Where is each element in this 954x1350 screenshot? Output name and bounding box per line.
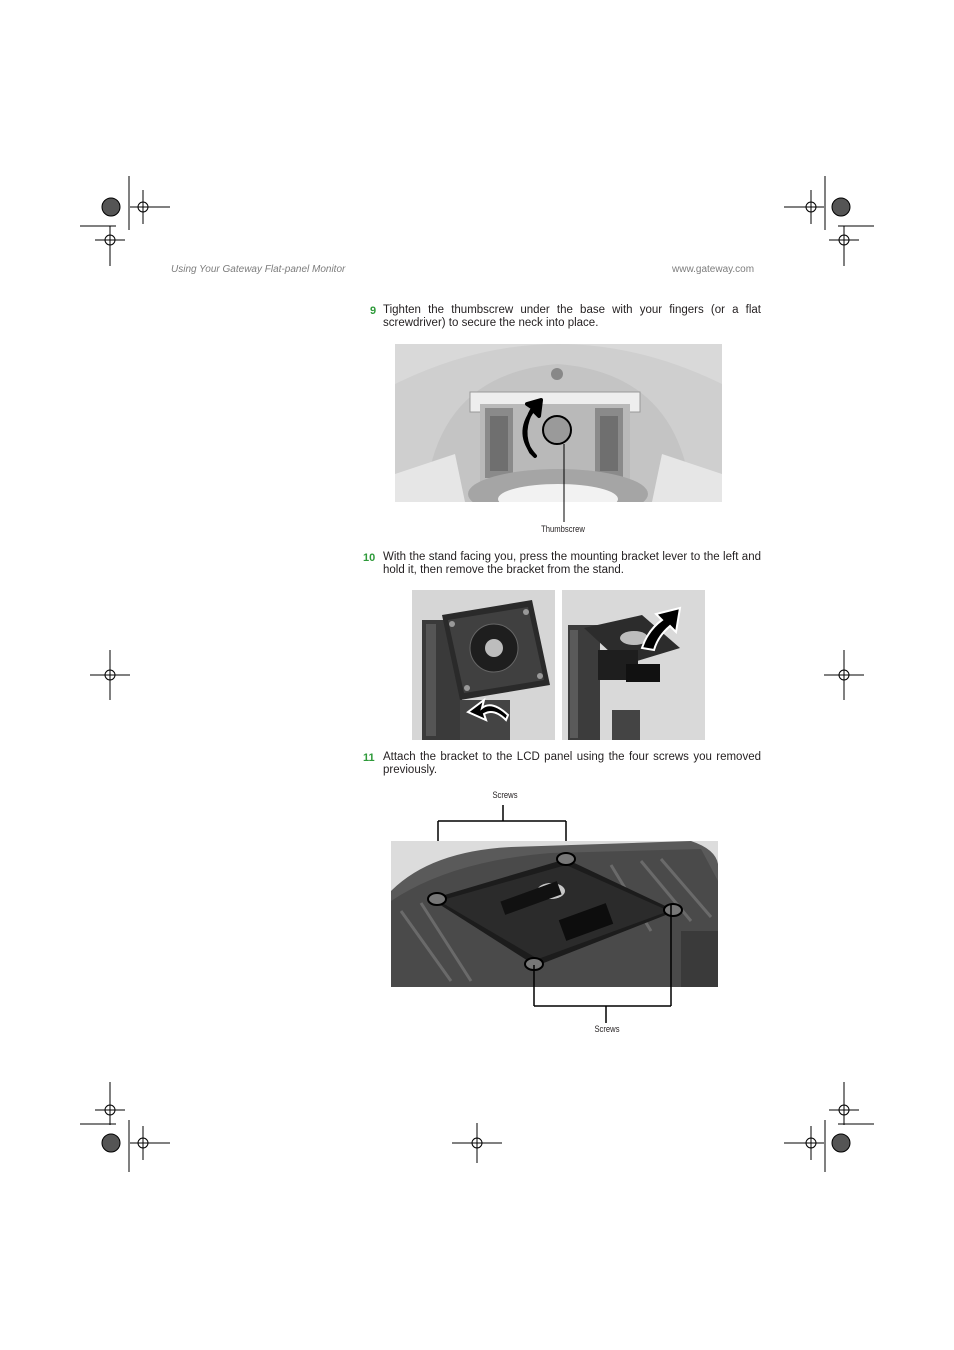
screws-bottom-caption: Screws — [594, 1024, 620, 1034]
running-header-title: Using Your Gateway Flat-panel Monitor — [171, 264, 346, 275]
step-10-text: With the stand facing you, press the mounting bracket lever to the left and hold it, then remove the bracket from the stand. — [383, 551, 761, 576]
thumbscrew-leader-line — [560, 444, 570, 524]
step-11-text: Attach the bracket to the LCD panel using the four screws you removed previously. — [383, 751, 761, 776]
step-9-number: 9 — [370, 305, 377, 317]
thumbscrew-photo — [395, 344, 722, 502]
screws-top-caption: Screws — [492, 790, 518, 800]
step-9-text: Tighten the thumbscrew under the base with your fingers (or a flat screwdriver) to secure the neck into place. — [383, 304, 761, 329]
thumbscrew-caption: Thumbscrew — [541, 524, 585, 534]
running-header-url: www.gateway.com — [672, 264, 755, 275]
screws-bottom-leader-lines — [528, 905, 678, 1025]
press-lever-photo — [412, 590, 555, 740]
step-11-number: 11 — [363, 752, 375, 764]
step-10-number: 10 — [363, 552, 376, 564]
remove-bracket-photo — [562, 590, 705, 740]
